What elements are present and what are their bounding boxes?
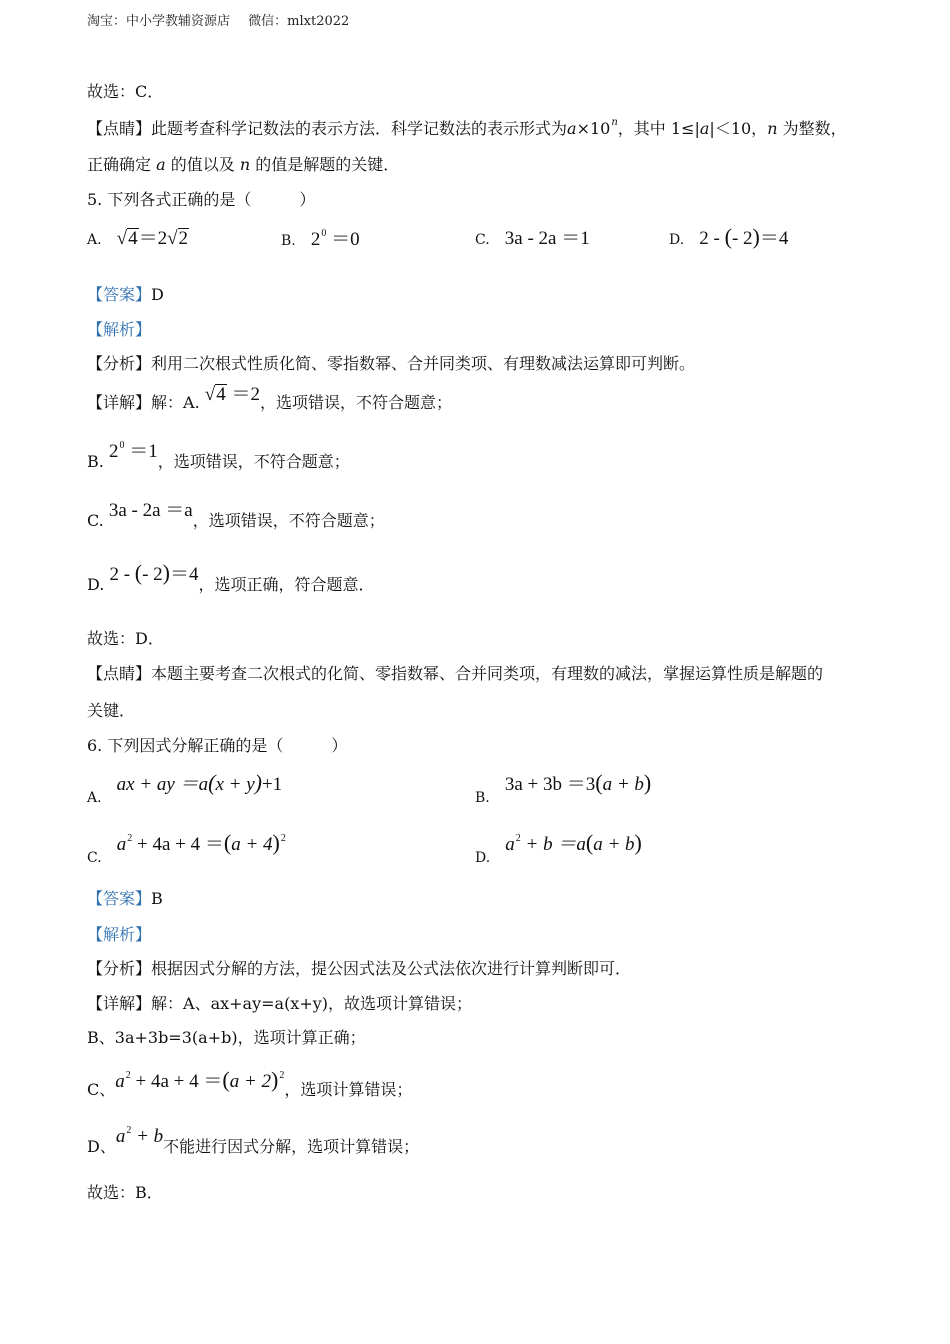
expr-part: 3a + 3b ＝3: [504, 774, 596, 795]
detail-text: ，选项错误，不符合题意；: [192, 511, 385, 530]
q6-option-a: [87, 770, 283, 806]
exponent: 2: [515, 833, 521, 844]
page-header: [87, 14, 349, 30]
exponent: 2: [280, 833, 286, 844]
detail-tag: 【详解】: [87, 393, 152, 412]
detail-text: ，选项计算错误；: [284, 1080, 413, 1099]
text: 正确确定: [87, 155, 157, 174]
q6-detail-b: B、3a+3b=3(a+b)，选项计算正确；: [87, 1028, 366, 1047]
detail-expr: 3a - 2a ＝a: [108, 500, 193, 521]
detail-prefix: C.: [87, 511, 109, 530]
exponent: 2: [126, 1125, 132, 1136]
expr-part: +1: [261, 774, 283, 795]
var-a: a: [567, 119, 577, 138]
q6-option-c: [87, 830, 286, 866]
text: 的值以及: [165, 155, 240, 174]
option-label: D.: [475, 850, 491, 866]
expr-part: ＝4: [759, 228, 789, 249]
q6-final: 故选：B．: [87, 1183, 163, 1202]
option-expr: ax + ay ＝a(x + y)+1: [116, 770, 283, 795]
header-wechat: 微信：mlxt2022: [248, 14, 350, 29]
prev-answer-line: 故选：C．: [87, 82, 164, 101]
fenxi-tag: 【分析】: [87, 354, 152, 373]
q5-detail-b: [87, 440, 350, 474]
expr-part: + 4a + 4 ＝: [132, 834, 224, 855]
fenxi-text: 利用二次根式性质化简、零指数幂、合并同类项、有理数减法运算即可判断。: [151, 354, 696, 373]
exponent: 0: [321, 228, 327, 239]
answer-value: D: [151, 285, 164, 304]
expr-part: + b ＝a: [520, 834, 586, 855]
var-a: a: [156, 155, 166, 174]
option-expr: $a^2 + b =a(a + b)$: [505, 830, 642, 855]
detail-prefix: D、: [87, 1137, 116, 1156]
expr-part: ＝0: [331, 229, 360, 250]
option-expr: [311, 229, 360, 250]
sci-times: ×10: [576, 119, 611, 138]
var-n: n: [239, 155, 251, 174]
expr-part: 2 -: [699, 228, 725, 249]
option-expr: 3a + 3b ＝3(a + b): [504, 770, 652, 795]
detail-text: 解：A、ax+ay=a(x+y)，故选项计算错误；: [151, 994, 473, 1013]
detail-text: ，选项正确，符合题意．: [198, 575, 375, 594]
dianjing-text: 此题考查科学记数法的表示方法．科学记数法的表示形式为: [151, 119, 568, 138]
option-label: B.: [281, 233, 296, 249]
option-expr: 3a - 2a ＝1: [504, 228, 590, 249]
q5-stem: 5. 下列各式正确的是（ ）: [87, 190, 316, 209]
expr-part: ＝2: [231, 384, 260, 405]
exponent: 2: [127, 833, 133, 844]
q5-detail-a: [87, 384, 452, 415]
var-n: n: [767, 119, 778, 138]
q6-detail-c: [87, 1067, 413, 1102]
prev-dianjing-line1: [87, 117, 847, 138]
expr-part: 2 -: [109, 564, 135, 585]
q6-option-b: [475, 770, 652, 806]
dianjing-text: 本题主要考查二次根式的化简、零指数幂、合并同类项，有理数的减法，掌握运算性质是解题的: [151, 664, 824, 683]
q6-answer: [87, 889, 163, 908]
radicand: 2: [178, 228, 189, 249]
q5-option-a: [87, 228, 189, 251]
q5-final: 故选：D．: [87, 629, 164, 648]
q5-dianjing-line2: 关键．: [87, 701, 136, 720]
detail-expr: 2 - (- 2)＝4: [109, 560, 199, 585]
q6-detail-a: [87, 994, 472, 1013]
q5-option-c: [475, 228, 590, 251]
var-a: a: [699, 119, 710, 138]
option-label: A.: [87, 790, 102, 806]
dianjing-tag: 【点睛】: [87, 119, 152, 138]
detail-prefix: D.: [87, 575, 110, 594]
q6-fenxi: [87, 959, 631, 978]
dianjing-text: |＜10，: [709, 119, 768, 138]
expr-part: a + 2: [229, 1071, 272, 1092]
answer-tag: 【答案】: [87, 889, 152, 908]
prev-dianjing-line2: [87, 155, 399, 174]
text: 的值是解题的关键．: [250, 155, 400, 174]
radicand: 4: [128, 228, 138, 249]
detail-expr: [116, 1126, 163, 1147]
option-expr: 2 - (- 2)＝4: [699, 224, 789, 249]
q5-detail-c: [87, 500, 385, 533]
expr-part: a + b: [593, 834, 635, 855]
detail-tag: 【详解】: [87, 994, 152, 1013]
radicand: 4: [216, 384, 226, 405]
expr-part: ax + ay ＝a: [116, 774, 209, 795]
expr-part: x + y: [215, 774, 255, 795]
q6-option-d: [475, 830, 642, 866]
dianjing-text: 为整数，: [777, 119, 847, 138]
answer-value: B: [151, 889, 163, 908]
expr-part: ＝2: [138, 228, 168, 249]
exponent: 2: [125, 1070, 131, 1081]
option-label: D.: [669, 232, 685, 248]
exponent: 2: [279, 1070, 285, 1081]
header-shop: 淘宝：中小学教辅资源店: [87, 14, 231, 29]
q5-option-b: [281, 228, 360, 252]
expr-part: - 2: [142, 564, 163, 585]
option-expr: $a^2 + 4a + 4 =(a + 4)^2$: [116, 830, 286, 855]
option-label: A.: [87, 232, 102, 248]
q5-jiexi-tag: 【解析】: [87, 320, 152, 339]
detail-text: 不能进行因式分解，选项计算错误；: [163, 1137, 420, 1156]
expr-part: a: [116, 834, 127, 855]
q6-detail-d: [87, 1125, 420, 1159]
expr-part: a + 4: [231, 834, 273, 855]
expr-part: a + b: [602, 774, 644, 795]
dianjing-tag: 【点睛】: [87, 664, 152, 683]
detail-expr: [109, 441, 158, 462]
expr-part: a: [115, 1126, 126, 1147]
expr-part: a: [505, 834, 515, 855]
expr-part: + 4a + 4 ＝: [130, 1071, 223, 1092]
detail-text: ，选项错误，不符合题意；: [259, 393, 452, 412]
q5-fenxi: [87, 354, 695, 373]
fenxi-tag: 【分析】: [87, 959, 152, 978]
detail-prefix: C、: [87, 1080, 116, 1099]
option-label: B.: [475, 790, 490, 806]
option-label: C.: [87, 850, 102, 866]
exponent: 0: [119, 440, 125, 451]
dianjing-text: ，其中 1≤|: [617, 119, 700, 138]
expr-part: a: [115, 1071, 125, 1092]
expr-part: 2: [108, 441, 119, 462]
expr-part: - 2: [731, 228, 753, 249]
expr-part: ＝4: [170, 564, 199, 585]
answer-tag: 【答案】: [87, 285, 152, 304]
q6-stem: 6. 下列因式分解正确的是（ ）: [87, 736, 348, 755]
detail-text: ，选项错误，不符合题意；: [157, 452, 350, 471]
detail-prefix: 解：A.: [151, 393, 205, 412]
expr-part: + b: [131, 1126, 164, 1147]
q5-detail-d: [87, 560, 375, 597]
q5-dianjing: [87, 664, 823, 683]
detail-prefix: B.: [87, 452, 109, 471]
q6-jiexi-tag: 【解析】: [87, 925, 152, 944]
sci-exponent: n: [611, 117, 618, 128]
q5-option-d: [669, 224, 788, 251]
q5-answer: [87, 285, 164, 304]
option-label: C.: [475, 232, 490, 248]
detail-expr: √4 ＝2: [204, 384, 260, 405]
expr-part: 2: [310, 229, 321, 250]
expr-part: ＝1: [129, 441, 158, 462]
option-expr: √4＝2√2: [116, 228, 189, 249]
detail-expr: $a^2 + 4a + 4 =(a + 2)^2$: [115, 1067, 285, 1092]
fenxi-text: 根据因式分解的方法，提公因式法及公式法依次进行计算判断即可．: [151, 959, 632, 978]
